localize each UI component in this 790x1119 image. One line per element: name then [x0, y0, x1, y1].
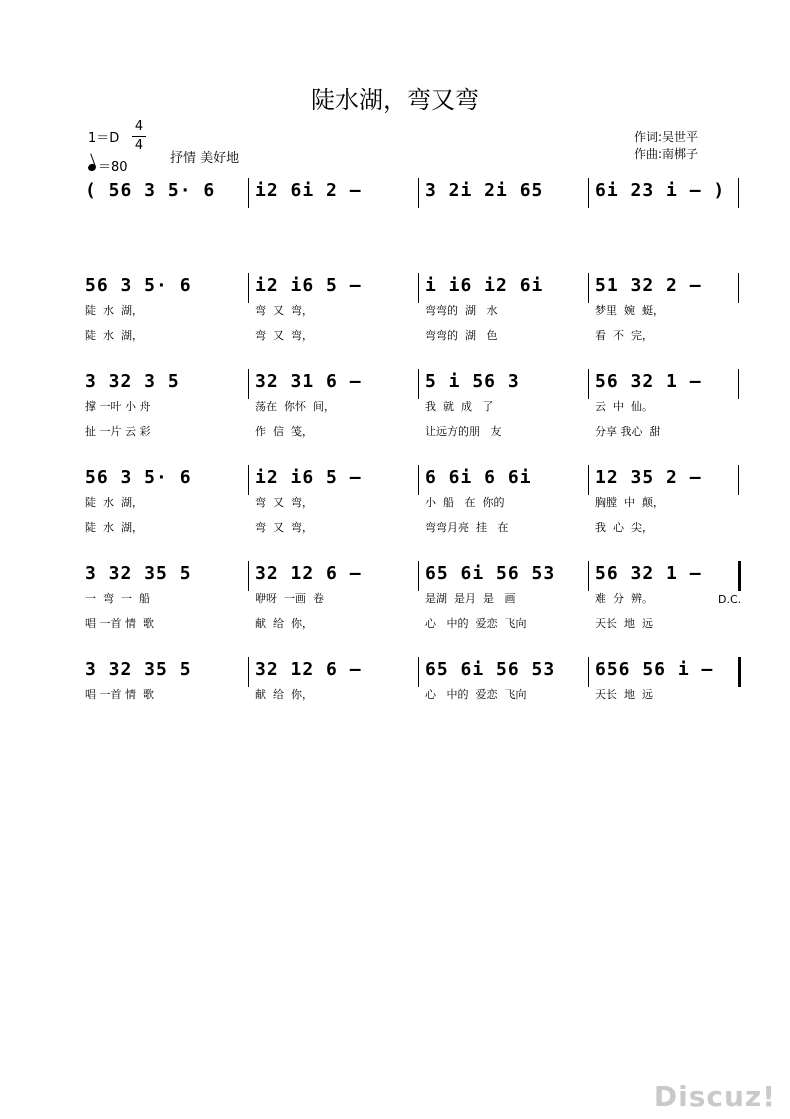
measure: 65 6i 56 53: [425, 659, 556, 680]
measure: 56 32 1 –: [595, 371, 702, 392]
barline: [588, 657, 589, 687]
intro-measure: 3 2i 2i 65: [425, 180, 544, 201]
measure: 51 32 2 –: [595, 275, 702, 296]
measure: 12 35 2 –: [595, 467, 702, 488]
intro-measure: i2 6i 2 –: [255, 180, 362, 201]
barline: [248, 657, 249, 687]
barline: [588, 178, 589, 208]
measure: 56 3 5· 6: [85, 467, 192, 488]
measure: 65 6i 56 53: [425, 563, 556, 584]
lyric-line: 弯 又 弯，: [255, 496, 313, 509]
lyric-line: 弯 又 弯，: [255, 521, 313, 534]
lyric-line: 弯 又 弯，: [255, 329, 313, 342]
barline: [418, 465, 419, 495]
barline: [588, 465, 589, 495]
lyric-line: 小 船 在 你的: [425, 496, 505, 509]
expression-marking: 抒情 美好地: [170, 151, 240, 166]
quarter-note-icon: [87, 163, 97, 172]
lyric-line: 陡 水 湖，: [85, 521, 143, 534]
lyric-line: 弯弯月亮 挂 在: [425, 521, 509, 534]
lyric-line: 难 分 辨。: [595, 592, 653, 605]
barline: [738, 465, 739, 495]
tempo-marking: [88, 156, 128, 175]
lyricist-credit: 作词:吴世平: [634, 130, 699, 144]
barline: [588, 369, 589, 399]
barline: [248, 369, 249, 399]
lyric-line: 是湖 是月 是 画: [425, 592, 516, 605]
barline: [738, 369, 739, 399]
lyric-line: 一 弯 一 船: [85, 592, 150, 605]
composer-credit: 作曲:南梆子: [634, 147, 699, 161]
intro-measure: 6i 23 i – ): [595, 180, 726, 201]
lyric-line: 唱 一首 情 歌: [85, 688, 154, 701]
lyric-line: 献 给 你，: [255, 688, 313, 701]
song-title: 陡水湖，弯又弯: [311, 86, 479, 114]
lyric-line: 云 中 仙。: [595, 400, 653, 413]
lyric-line: 咿呀 一画 卷: [255, 592, 324, 605]
measure: 56 32 1 –: [595, 563, 702, 584]
measure: 32 12 6 –: [255, 563, 362, 584]
lyric-line: 撑 一叶 小 舟: [85, 400, 151, 413]
dc-marking: D.C.: [718, 593, 742, 606]
lyric-line: 陡 水 湖，: [85, 304, 143, 317]
lyric-line: 心 中的 爱恋 飞向: [425, 617, 527, 630]
measure: 32 31 6 –: [255, 371, 362, 392]
lyric-line: 弯 又 弯，: [255, 304, 313, 317]
key-signature: 1＝D: [88, 131, 120, 146]
watermark-logo: Discuz!: [653, 1080, 776, 1113]
lyric-line: 让远方的朋 友: [425, 425, 502, 438]
measure: 656 56 i –: [595, 659, 714, 680]
time-signature-top: 4: [134, 119, 144, 134]
lyric-line: 陡 水 湖，: [85, 496, 143, 509]
lyric-line: 献 给 你，: [255, 617, 313, 630]
lyric-line: 心 中的 爱恋 飞向: [425, 688, 527, 701]
barline: [738, 178, 739, 208]
tempo-value: ＝80: [98, 160, 128, 175]
measure: 6 6i 6 6i: [425, 467, 532, 488]
measure: 5 i 56 3: [425, 371, 520, 392]
barline: [248, 465, 249, 495]
measure: 3 32 3 5: [85, 371, 180, 392]
lyric-line: 荡在 你怀 间，: [255, 400, 335, 413]
lyric-line: 作 信 笺，: [255, 425, 313, 438]
barline: [418, 273, 419, 303]
lyric-line: 天长 地 远: [595, 617, 653, 630]
barline: [738, 657, 741, 687]
barline: [418, 657, 419, 687]
barline: [588, 561, 589, 591]
barline: [248, 561, 249, 591]
lyric-line: 弯弯的 湖 色: [425, 329, 498, 342]
lyric-line: 扯 一片 云 彩: [85, 425, 151, 438]
measure: 3 32 35 5: [85, 659, 192, 680]
lyric-line: 陡 水 湖，: [85, 329, 143, 342]
barline: [248, 273, 249, 303]
lyric-line: 弯弯的 湖 水: [425, 304, 498, 317]
lyric-line: 看 不 完，: [595, 329, 653, 342]
barline: [738, 273, 739, 303]
lyric-line: 我 就 成 了: [425, 400, 494, 413]
lyric-line: 胸膛 中 颠，: [595, 496, 664, 509]
measure: 3 32 35 5: [85, 563, 192, 584]
barline: [248, 178, 249, 208]
measure: i2 i6 5 –: [255, 275, 362, 296]
lyric-line: 梦里 婉 蜓，: [595, 304, 664, 317]
measure: i i6 i2 6i: [425, 275, 544, 296]
lyric-line: 分享 我心 甜: [595, 425, 661, 438]
barline: [588, 273, 589, 303]
barline: [418, 178, 419, 208]
barline: [418, 369, 419, 399]
time-signature-bottom: 4: [132, 136, 146, 155]
measure: 56 3 5· 6: [85, 275, 192, 296]
intro-measure: ( 56 3 5· 6: [85, 180, 216, 201]
measure: i2 i6 5 –: [255, 467, 362, 488]
measure: 32 12 6 –: [255, 659, 362, 680]
lyric-line: 我 心 尖，: [595, 521, 653, 534]
lyric-line: 唱 一首 情 歌: [85, 617, 154, 630]
barline: [418, 561, 419, 591]
time-signature: [132, 118, 146, 155]
lyric-line: 天长 地 远: [595, 688, 653, 701]
barline: [738, 561, 741, 591]
